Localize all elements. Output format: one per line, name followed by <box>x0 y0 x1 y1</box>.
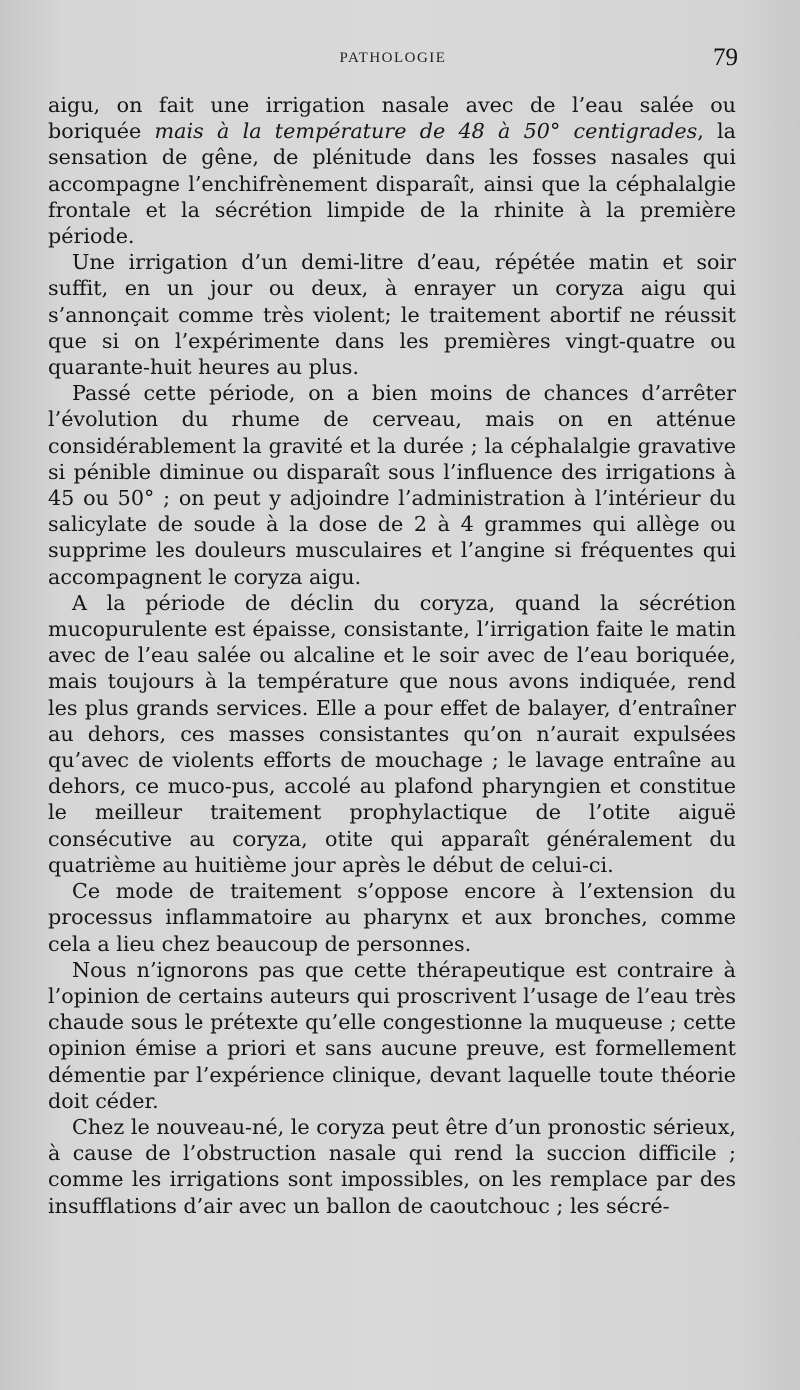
paragraph-1-italic: mais à la température de 48 à 50° centigrades <box>154 119 698 144</box>
paragraph-4: A la période de déclin du coryza, quand la sécrétion mucopurulente est épaisse, consistante, l’irrigation faite le matin avec de l’eau salée ou alcaline et le soir avec de l’eau boriquée, mais toujours à la température que nous avons indiquée, rend les plus grands services. Elle a pour effet de balayer, d’entraîner au dehors, ces masses consistantes qu’on n’aurait expulsées qu’avec de violents efforts de mouchage ; le lavage entraîne au dehors, ce muco-pus, accolé au plafond pharyngien et constitue le meilleur traitement prophylactique de l’otite aiguë consécutive au coryza, otite qui apparaît généralement du quatrième au huitième jour après le début de celui-ci. <box>48 590 736 877</box>
paragraph-7: Chez le nouveau-né, le coryza peut être d’un pronostic sérieux, à cause de l’obstruction nasale qui rend la succion difficile ; comme les irrigations sont impossibles, on les remplace par des insufflations d’air avec un ballon de caoutchouc ; les sécré- <box>48 1114 736 1218</box>
running-title: PATHOLOGIE <box>339 50 447 66</box>
paragraph-3: Passé cette période, on a bien moins de chances d’arrêter l’évolution du rhume de cerveau, mais on en atténue considérablement la gravité et la durée ; la céphalalgie gravative si pénible diminue ou disparaît sous l’influence des irrigations à 45 ou 50° ; on peut y adjoindre l’administration à l’intérieur du salicylate de soude à la dose de 2 à 4 grammes qui allège ou supprime les douleurs musculaires et l’angine si fréquentes qui accompagnent le coryza aigu. <box>48 381 736 589</box>
paragraph-6: Nous n’ignorons pas que cette thérapeutique est contraire à l’opinion de certains auteurs qui proscrivent l’usage de l’eau très chaude sous le prétexte qu’elle congestionne la muqueuse ; cette opinion émise a priori et sans aucune preuve, est formellement démentie par l’expérience clinique, devant laquelle toute théorie doit céder. <box>48 957 736 1113</box>
running-head <box>48 44 738 74</box>
paragraph-1-end: , la sensation de gêne, de plénitude dans les fosses nasales qui accompagne l’enchifrènement disparaît, ainsi que la céphalalgie frontale et la sécrétion limpide de la rhinite à la première période. <box>48 119 737 249</box>
paragraph-1-start: aigu, on fait une irrigation nasale avec de l’eau salée ou boriquée <box>48 93 736 144</box>
page-number: 79 <box>713 44 738 71</box>
paragraph-1 <box>48 92 736 249</box>
paragraph-2: Une irrigation d’un demi-litre d’eau, répétée matin et soir suffit, en un jour ou deux, à enrayer un coryza aigu qui s’annonçait comme très violent; le traitement abortif ne réussit que si on l’expérimente dans les premières vingt-quatre ou quarante-huit heures au plus. <box>48 250 736 380</box>
body-text <box>48 92 736 1219</box>
paragraph-5: Ce mode de traitement s’oppose encore à l’extension du processus inflammatoire au pharynx et aux bronches, comme cela a lieu chez beaucoup de personnes. <box>48 879 736 956</box>
